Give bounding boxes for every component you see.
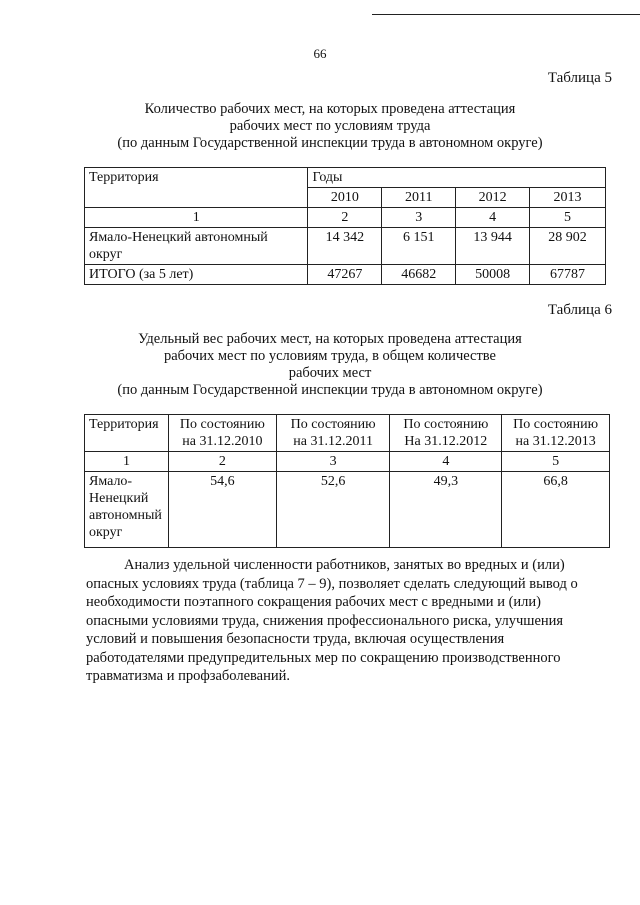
table6-title-line: рабочих мест — [288, 365, 372, 381]
table6-title — [90, 331, 570, 399]
table5-year: 2011 — [382, 188, 456, 208]
table5-value-cell: 50008 — [456, 265, 530, 285]
table6-value-cell: 66,8 — [502, 472, 610, 548]
table5-header-territory: Территория — [85, 168, 308, 208]
table5-col-number: 3 — [382, 208, 456, 228]
table5-col-number: 4 — [456, 208, 530, 228]
table-row — [85, 168, 606, 188]
table5-header-years: Годы — [308, 168, 606, 188]
table6-header-line: По состоянию — [513, 417, 599, 432]
paragraph-line: работодателями предупредительных мер по сокращению производственного — [86, 649, 561, 666]
table5-col-number: 1 — [85, 208, 308, 228]
table6-header-line: По состоянию — [290, 417, 376, 432]
table5-year: 2013 — [530, 188, 606, 208]
table6-col-number: 1 — [85, 452, 169, 472]
table5-col-number: 2 — [308, 208, 382, 228]
table5-value-cell: 6 151 — [382, 228, 456, 265]
paragraph-line: опасных условиях труда (таблица 7 – 9), позволяет сделать следующий вывод о — [86, 575, 578, 592]
table5-value-cell: 13 944 — [456, 228, 530, 265]
table6-header-date — [390, 415, 502, 452]
table6 — [84, 414, 610, 548]
table6-header-line: По состоянию — [403, 417, 489, 432]
table6-header-date — [168, 415, 276, 452]
table-row — [85, 415, 610, 452]
table6-header-date — [502, 415, 610, 452]
table6-header-line: По состоянию — [179, 417, 265, 432]
table5-title — [90, 101, 570, 152]
paragraph-line: травматизма и профзаболеваний. — [86, 668, 290, 684]
table6-title-line: рабочих мест по условиям труда, в общем количестве — [163, 348, 496, 364]
top-rule — [372, 14, 640, 15]
table5-value-cell: 28 902 — [530, 228, 606, 265]
table5-title-line: рабочих мест по условиям труда — [229, 118, 431, 134]
table6-header-line: на 31.12.2011 — [293, 434, 373, 449]
table6-col-number: 5 — [502, 452, 610, 472]
table6-value-cell: 52,6 — [276, 472, 390, 548]
table6-title-line: Удельный вес рабочих мест, на которых проведена аттестация — [138, 331, 522, 347]
table5-year: 2012 — [456, 188, 530, 208]
table6-col-number: 3 — [276, 452, 390, 472]
table5-title-line: Количество рабочих мест, на которых проведена аттестация — [144, 101, 516, 117]
table6-header-territory: Территория — [85, 415, 169, 452]
table5-value-cell: 47267 — [308, 265, 382, 285]
table5-col-number: 5 — [530, 208, 606, 228]
table5 — [84, 167, 606, 285]
table6-header-date — [276, 415, 390, 452]
table6-territory-line: Ямало- — [89, 474, 133, 489]
paragraph-line: опасными условиями труда, снижения профессионального риска, улучшения — [86, 612, 564, 629]
table6-header-line: на 31.12.2013 — [515, 434, 596, 449]
table6-col-number: 2 — [168, 452, 276, 472]
table6-territory-line: Ненецкий — [89, 491, 149, 506]
table6-label: Таблица 6 — [547, 302, 612, 318]
table-row — [85, 472, 610, 548]
table5-title-line: (по данным Государственной инспекции труда в автономном округе) — [117, 135, 543, 151]
table6-header-line: На 31.12.2012 — [404, 434, 488, 449]
table6-territory-line: автономный — [89, 508, 162, 523]
table5-value-cell: 67787 — [530, 265, 606, 285]
table-row — [85, 452, 610, 472]
paragraph-line: необходимости поэтапного сокращения рабочих мест с вредными и (или) — [86, 594, 541, 610]
table6-territory-line: округ — [89, 525, 123, 540]
page-number: 66 — [313, 46, 327, 61]
table-row — [85, 265, 606, 285]
table5-label: Таблица 5 — [547, 70, 612, 86]
table5-value-cell: 14 342 — [308, 228, 382, 265]
table5-territory-cell: Ямало-Ненецкий автономный округ — [85, 228, 308, 265]
analysis-paragraph — [86, 556, 608, 686]
table6-value-cell: 49,3 — [390, 472, 502, 548]
table-row — [85, 208, 606, 228]
table5-year: 2010 — [308, 188, 382, 208]
table6-value-cell: 54,6 — [168, 472, 276, 548]
table6-col-number: 4 — [390, 452, 502, 472]
paragraph-line: Анализ удельной численности работников, занятых во вредных и (или) — [124, 557, 565, 573]
table5-total-label: ИТОГО (за 5 лет) — [85, 265, 308, 285]
table6-title-line: (по данным Государственной инспекции труда в автономном округе) — [117, 382, 543, 398]
table6-territory-cell — [85, 472, 169, 548]
paragraph-line: условий и повышения безопасности труда, включая осуществления — [86, 631, 505, 647]
table-row — [85, 228, 606, 265]
table6-header-line: на 31.12.2010 — [182, 434, 263, 449]
table5-value-cell: 46682 — [382, 265, 456, 285]
